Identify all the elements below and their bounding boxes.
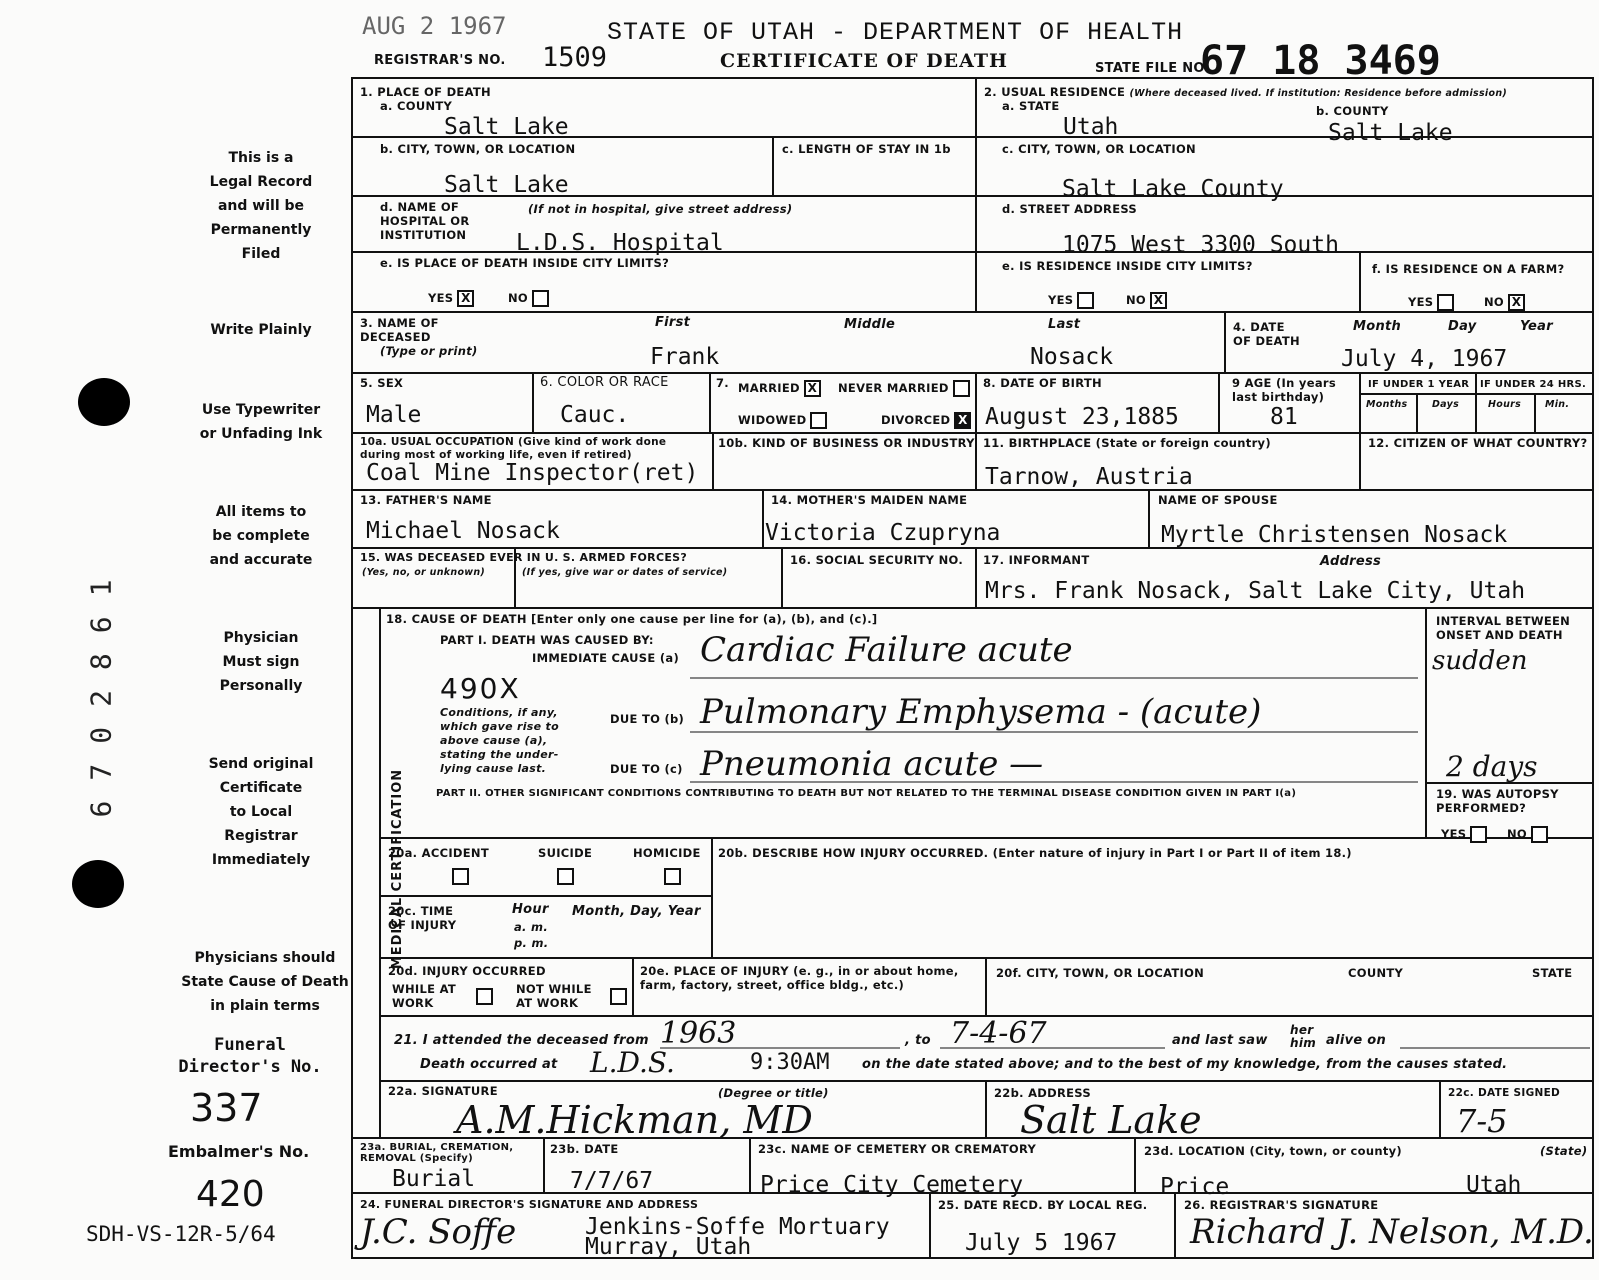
last-saw-label: and last saw xyxy=(1172,1033,1268,1048)
date-received: July 5 1967 xyxy=(965,1230,1118,1256)
injury-occurred-label: 20d. INJURY OCCURRED xyxy=(388,964,546,978)
business-label: 10b. KIND OF BUSINESS OR INDUSTRY xyxy=(718,436,975,450)
inside-city-label: e. IS PLACE OF DEATH INSIDE CITY LIMITS? xyxy=(380,256,670,270)
spouse-label: NAME OF SPOUSE xyxy=(1158,493,1278,507)
residence-city-yes[interactable]: YES xyxy=(1048,292,1094,309)
armed-forces-note-2: (If yes, give war or dates of service) xyxy=(522,567,728,578)
residence-county: Salt Lake xyxy=(1328,120,1453,146)
months-label: Months xyxy=(1366,399,1408,410)
funeral-director-label: Funeral Director's No. xyxy=(178,1035,322,1077)
cemetery-label: 23c. NAME OF CEMETERY OR CREMATORY xyxy=(758,1142,1037,1156)
vertical-file-number: 6702861 xyxy=(84,559,118,818)
attended-label: 21. I attended the deceased from xyxy=(394,1033,649,1048)
suicide-checkbox[interactable] xyxy=(557,868,574,885)
part2-label: PART II. OTHER SIGNIFICANT CONDITIONS CONTRIBUTING TO DEATH BUT NOT RELATED TO THE TERMINAL DISEASE CONDITION GIVEN IN PART I(a) xyxy=(436,788,1297,799)
date-of-birth: August 23,1885 xyxy=(985,404,1179,430)
cause-c-line xyxy=(690,780,1418,784)
residence-city-no[interactable]: NO X xyxy=(1126,292,1167,309)
funeral-director-signature: J.C. Soffe xyxy=(360,1212,517,1252)
hospital-label: d. NAME OF HOSPITAL OR INSTITUTION xyxy=(380,200,470,242)
suicide-label: SUICIDE xyxy=(538,846,593,860)
registrar-signature-label: 26. REGISTRAR'S SIGNATURE xyxy=(1184,1198,1379,1212)
due-to-b-label: DUE TO (b) xyxy=(610,712,685,726)
residence-state: Utah xyxy=(1063,114,1119,140)
state-department-title: STATE OF UTAH - DEPARTMENT OF HEALTH xyxy=(607,18,1184,47)
autopsy-no[interactable]: NO xyxy=(1507,826,1548,843)
physician-address: Salt Lake xyxy=(1020,1098,1202,1142)
while-at-work-label: WHILE AT WORK xyxy=(392,982,457,1010)
interval-a: sudden xyxy=(1432,646,1528,676)
residence-city-label: c. CITY, TOWN, OR LOCATION xyxy=(1002,142,1196,156)
street-address-label: d. STREET ADDRESS xyxy=(1002,202,1137,216)
death-occurred-at: L.D.S. xyxy=(590,1046,675,1079)
armed-forces-note-1: (Yes, no, or unknown) xyxy=(362,567,486,578)
not-at-work-checkbox[interactable] xyxy=(610,988,627,1005)
embalmer-no: 420 xyxy=(196,1174,265,1215)
first-name-label: First xyxy=(655,315,691,330)
date-of-death: July 4, 1967 xyxy=(1341,346,1508,372)
funeral-director-sig-label: 24. FUNERAL DIRECTOR'S SIGNATURE AND ADDRESS xyxy=(360,1198,699,1211)
deceased-name-label: 3. NAME OF DECEASED xyxy=(360,316,439,344)
divorced-option[interactable]: DIVORCED X xyxy=(881,412,971,429)
farm-yes[interactable]: YES xyxy=(1408,294,1454,311)
embalmer-label: Embalmer's No. xyxy=(168,1142,310,1161)
not-at-work-label: NOT WHILE AT WORK xyxy=(516,982,592,1010)
hour-label: Hour xyxy=(512,902,549,917)
immediate-cause-label: IMMEDIATE CAUSE (a) xyxy=(532,651,679,665)
legal-record-note: This is a Legal Record and will be Permanently Filed xyxy=(209,150,313,262)
inside-city-yes[interactable]: YES X xyxy=(428,290,474,307)
death-city-label: b. CITY, TOWN, OR LOCATION xyxy=(380,142,576,156)
registrar-no-label: REGISTRAR'S NO. xyxy=(374,53,506,68)
disposition-label: 23a. BURIAL, CREMATION, REMOVAL (Specify) xyxy=(360,1142,514,1164)
middle-name-label: Middle xyxy=(844,317,896,332)
punch-hole-bottom xyxy=(72,860,124,908)
deceased-name-note: (Type or print) xyxy=(380,344,478,358)
occupation: Coal Mine Inspector(ret) xyxy=(366,460,699,486)
marital-item-number: 7. xyxy=(716,376,729,390)
age: 81 xyxy=(1270,404,1298,430)
deceased-last-name: Nosack xyxy=(1030,344,1114,370)
length-of-stay-label: c. LENGTH OF STAY IN 1b xyxy=(782,142,951,156)
form-code: SDH-VS-12R-5/64 xyxy=(86,1222,276,1246)
date-of-birth-label: 8. DATE OF BIRTH xyxy=(983,376,1102,390)
injury-state-label: STATE xyxy=(1532,966,1573,980)
state-file-label: STATE FILE NO. xyxy=(1095,61,1210,76)
days-label: Days xyxy=(1432,399,1460,410)
mother-label: 14. MOTHER'S MAIDEN NAME xyxy=(771,493,968,507)
county-label: a. COUNTY xyxy=(380,99,453,113)
minutes-label: Min. xyxy=(1545,399,1570,410)
typewriter-note: Use Typewriter or Unfading Ink xyxy=(199,402,323,442)
death-year-label: Year xyxy=(1520,319,1553,334)
farm-no[interactable]: NO X xyxy=(1484,294,1525,311)
conditions-note: Conditions, if any, which gave rise to above cause (a), stating the under- lying cause last. xyxy=(440,706,559,775)
state-file-no: 67 18 3469 xyxy=(1200,38,1441,84)
punch-hole-top xyxy=(78,378,130,426)
autopsy-yes[interactable]: YES xyxy=(1441,826,1487,843)
interval-label: INTERVAL BETWEEN ONSET AND DEATH xyxy=(1436,614,1571,642)
burial-date-label: 23b. DATE xyxy=(550,1142,619,1156)
injury-county-label: COUNTY xyxy=(1348,966,1404,980)
birthplace: Tarnow, Austria xyxy=(985,464,1193,490)
physician-sign-note: Physician Must sign Personally xyxy=(219,630,303,694)
date-signed-label: 22c. DATE SIGNED xyxy=(1448,1087,1561,1099)
cause-c: Pneumonia acute — xyxy=(700,744,1044,784)
death-county: Salt Lake xyxy=(444,114,569,140)
under-24-hrs-label: IF UNDER 24 HRS. xyxy=(1480,379,1587,390)
cause-a-line xyxy=(690,676,1418,680)
death-occurred-statement: on the date stated above; and to the best of my knowledge, from the causes stated. xyxy=(862,1057,1508,1072)
alive-on-label: alive on xyxy=(1326,1033,1387,1048)
accident-checkbox[interactable] xyxy=(452,868,469,885)
occupation-label: 10a. USUAL OCCUPATION (Give kind of work done during most of working life, even if retired) xyxy=(360,436,667,461)
pm-label: p. m. xyxy=(514,936,549,950)
medical-certification-label: MEDICAL CERTIFICATION xyxy=(390,768,406,970)
date-signed: 7-5 xyxy=(1456,1102,1508,1140)
certificate-title: CERTIFICATE OF DEATH xyxy=(720,50,1008,72)
attended-to-label: , to xyxy=(905,1033,931,1048)
usual-residence-label: 2. USUAL RESIDENCE (Where deceased lived. If institution: Residence before admission) xyxy=(984,85,1508,99)
cause-b-line xyxy=(690,730,1418,734)
cause-b: Pulmonary Emphysema - (acute) xyxy=(700,692,1262,732)
physician-signature: A.M.Hickman, MD xyxy=(456,1098,813,1142)
date-of-death-label: 4. DATE OF DEATH xyxy=(1233,320,1300,348)
death-month-label: Month xyxy=(1353,319,1402,334)
degree-label: (Degree or title) xyxy=(718,1086,829,1100)
death-day-label: Day xyxy=(1448,319,1477,334)
hospital-name: L.D.S. Hospital xyxy=(516,230,724,256)
all-items-note: All items to be complete and accurate xyxy=(209,504,313,568)
autopsy-label: 19. WAS AUTOPSY PERFORMED? xyxy=(1436,787,1559,815)
describe-injury-label: 20b. DESCRIBE HOW INJURY OCCURRED. (Enter nature of injury in Part I or Part II of item 18.) xyxy=(718,846,1352,860)
signature-label: 22a. SIGNATURE xyxy=(388,1084,498,1098)
homicide-label: HOMICIDE xyxy=(633,846,701,860)
mother-name: Victoria Czupryna xyxy=(765,520,1001,546)
armed-forces-label: 15. WAS DECEASED EVER IN U. S. ARMED FORCES? xyxy=(360,551,688,564)
citizen-label: 12. CITIZEN OF WHAT COUNTRY? xyxy=(1368,436,1588,450)
under-1-year-label: IF UNDER 1 YEAR xyxy=(1368,379,1470,390)
place-of-death-label: 1. PLACE OF DEATH xyxy=(360,85,491,99)
cause-a: Cardiac Failure acute xyxy=(700,630,1073,670)
street-address: 1075 West 3300 South xyxy=(1062,232,1339,258)
death-occurred-time: 9:30AM xyxy=(750,1050,830,1075)
hospital-note: (If not in hospital, give street address) xyxy=(528,202,793,216)
cemetery-state-label: (State) xyxy=(1540,1144,1588,1158)
time-of-injury-label: 20c. TIME OF INJURY xyxy=(388,904,457,932)
due-to-c-label: DUE TO (c) xyxy=(610,762,683,776)
funeral-director-no: 337 xyxy=(190,1086,263,1130)
married-option[interactable]: MARRIED X xyxy=(738,380,821,397)
burial-date: 7/7/67 xyxy=(570,1168,654,1194)
farm-label: f. IS RESIDENCE ON A FARM? xyxy=(1372,262,1565,276)
death-city: Salt Lake xyxy=(444,172,569,198)
mortuary-name: Jenkins-Soffe Mortuary xyxy=(585,1214,890,1240)
informant: Mrs. Frank Nosack, Salt Lake City, Utah xyxy=(985,578,1526,604)
race-label: 6. COLOR OR RACE xyxy=(540,375,669,390)
am-label: a. m. xyxy=(514,920,548,934)
registrar-no: 1509 xyxy=(542,42,608,73)
sex-label: 5. SEX xyxy=(360,376,404,390)
cemetery-location: Price xyxy=(1160,1174,1230,1200)
ssn-label: 16. SOCIAL SECURITY NO. xyxy=(790,553,964,567)
attended-to: 7-4-67 xyxy=(950,1016,1047,1051)
residence-state-label: a. STATE xyxy=(1002,99,1060,113)
cemetery-state: Utah xyxy=(1466,1172,1522,1198)
month-day-year-label: Month, Day, Year xyxy=(572,904,701,919)
disposition: Burial xyxy=(392,1166,476,1192)
father-name: Michael Nosack xyxy=(366,518,560,544)
birthplace-label: 11. BIRTHPLACE (State or foreign country) xyxy=(983,436,1271,450)
cemetery-location-label: 23d. LOCATION (City, town, or county) xyxy=(1144,1144,1402,1158)
part1-label: PART I. DEATH WAS CAUSED BY: xyxy=(440,633,654,647)
never-married-option[interactable]: NEVER MARRIED xyxy=(838,380,970,397)
last-name-label: Last xyxy=(1048,317,1081,332)
her-him-label: her him xyxy=(1290,1023,1317,1050)
received-stamp: AUG 2 1967 xyxy=(362,12,507,40)
homicide-checkbox[interactable] xyxy=(664,868,681,885)
hours-label: Hours xyxy=(1488,399,1522,410)
accident-label: 20a. ACCIDENT xyxy=(388,846,489,860)
physician-address-label: 22b. ADDRESS xyxy=(994,1086,1091,1100)
cause-code: 490X xyxy=(440,672,521,705)
inside-city-no[interactable]: NO xyxy=(508,290,549,307)
residence-inside-city-label: e. IS RESIDENCE INSIDE CITY LIMITS? xyxy=(1002,259,1253,273)
death-occurred-label: Death occurred at xyxy=(420,1057,558,1072)
race: Cauc. xyxy=(560,402,630,428)
send-original-note: Send original Certificate to Local Registrar Immediately xyxy=(208,756,314,868)
write-plainly-note: Write Plainly xyxy=(210,322,312,338)
interval-c: 2 days xyxy=(1446,750,1538,783)
informant-address-label: Address xyxy=(1320,554,1382,569)
registrar-signature: Richard J. Nelson, M.D. xyxy=(1190,1212,1594,1252)
deceased-first-name: Frank xyxy=(650,344,720,370)
place-of-injury-label: 20e. PLACE OF INJURY (e. g., in or about home, farm, factory, street, office bldg., etc.) xyxy=(640,964,959,992)
residence-city: Salt Lake County xyxy=(1062,176,1284,202)
cause-of-death-label: 18. CAUSE OF DEATH [Enter only one cause per line for (a), (b), and (c).] xyxy=(386,612,878,626)
date-received-label: 25. DATE RECD. BY LOCAL REG. xyxy=(938,1198,1148,1212)
physicians-should-note: Physicians should State Cause of Death in plain terms xyxy=(181,950,349,1014)
residence-county-label: b. COUNTY xyxy=(1316,104,1389,118)
informant-label: 17. INFORMANT xyxy=(983,553,1090,567)
spouse-name: Myrtle Christensen Nosack xyxy=(1161,522,1508,548)
father-label: 13. FATHER'S NAME xyxy=(360,493,492,507)
age-label: 9 AGE (In years last birthday) xyxy=(1232,376,1337,404)
widowed-option[interactable]: WIDOWED xyxy=(738,412,827,429)
attended-from: 1963 xyxy=(660,1016,737,1051)
mortuary-city: Murray, Utah xyxy=(585,1234,752,1260)
sex: Male xyxy=(366,402,422,428)
while-at-work-checkbox[interactable] xyxy=(476,988,493,1005)
cemetery: Price City Cemetery xyxy=(760,1172,1024,1198)
injury-city-label: 20f. CITY, TOWN, OR LOCATION xyxy=(996,966,1205,980)
